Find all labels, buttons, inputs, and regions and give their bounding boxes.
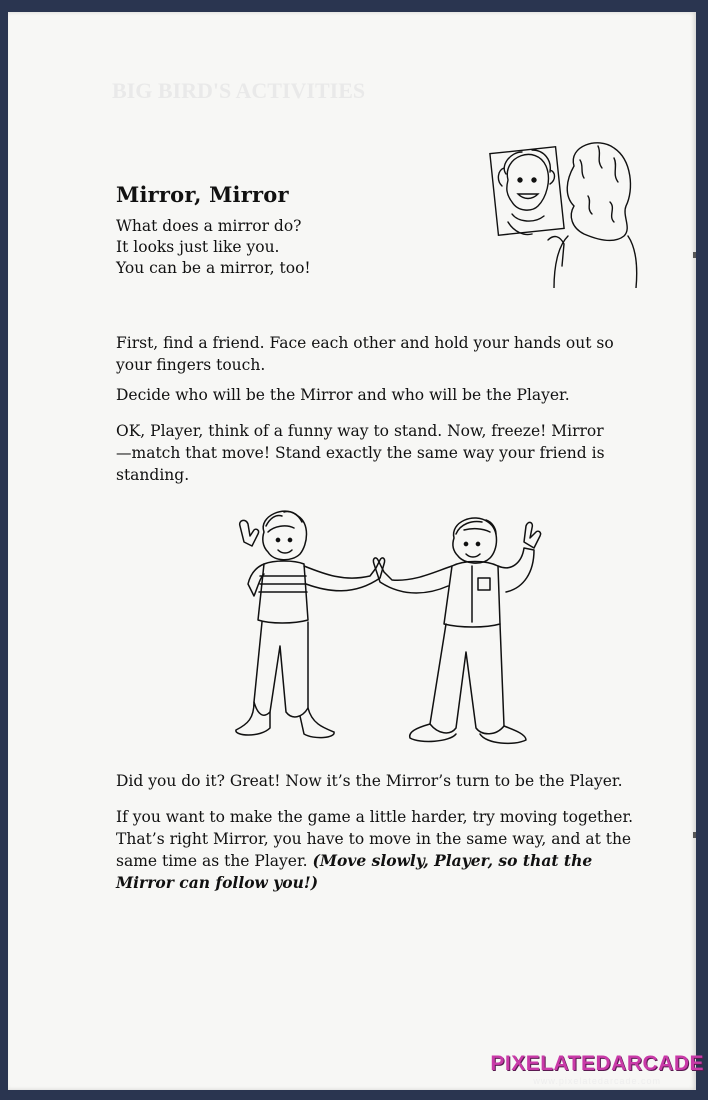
instruction-paragraph: First, find a friend. Face each other and hold your hands out so your fingers touch. xyxy=(116,334,614,374)
binding-staple xyxy=(693,832,696,838)
page-title: Mirror, Mirror xyxy=(116,182,289,207)
instruction-paragraph: OK, Player, think of a funny way to stand. Now, freeze! Mirror—match that move! Stand exactly the same way your friend is standing. xyxy=(116,422,605,484)
watermark-url: www.pixelatedarcade.com xyxy=(533,1076,661,1086)
intro-line: What does a mirror do? xyxy=(116,217,302,235)
intro-line: You can be a mirror, too! xyxy=(116,259,311,277)
watermark-brand: PIXELATEDARCADE xyxy=(490,1052,704,1075)
binding-staple xyxy=(693,252,696,258)
instruction-paragraph-final xyxy=(116,806,638,894)
girl-looking-in-mirror-illustration xyxy=(488,136,638,288)
paragraph-emphasis: (Move slowly, Player, so that the Mirror can follow you!) xyxy=(116,851,593,892)
instruction-paragraph: Did you do it? Great! Now it’s the Mirror’s turn to be the Player. xyxy=(116,772,623,790)
paragraph-text: If you want to make the game a little harder, try moving together. That’s right Mirror, you have to move in the same way, and at the same time as the Player. xyxy=(116,808,634,870)
intro-line: It looks just like you. xyxy=(116,238,280,256)
bleed-through-heading: BIG BIRD'S ACTIVITIES xyxy=(112,78,366,103)
pixelatedarcade-watermark xyxy=(490,1052,704,1086)
instruction-paragraph: Decide who will be the Mirror and who will be the Player. xyxy=(116,386,570,404)
two-children-mirroring-hands-illustration xyxy=(224,502,544,758)
intro-verse xyxy=(116,216,311,279)
booklet-page xyxy=(8,12,696,1090)
